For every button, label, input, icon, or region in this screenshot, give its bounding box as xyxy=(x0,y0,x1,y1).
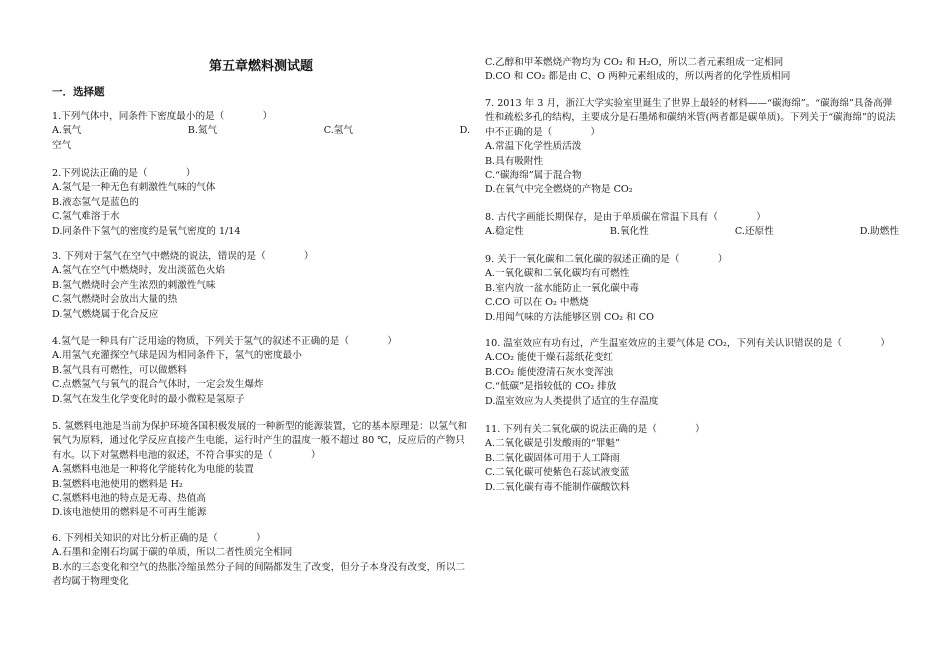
option-a: A.一氧化碳和二氧化碳均有可燃性 xyxy=(485,268,630,280)
option-row xyxy=(52,124,470,138)
option-d: D.用闻气味的方法能够区别 CO₂ 和 CO xyxy=(485,311,654,323)
question-3 xyxy=(52,250,470,322)
option-b: B.氮气 xyxy=(187,125,218,137)
option-b: B.氢燃料电池使用的燃料是 H₂ xyxy=(52,478,183,490)
page-title: 第五章燃料测试题 xyxy=(208,59,313,74)
option-c: C.氢气难溶于水 xyxy=(52,211,120,223)
option-c: C.CO 可以在 O₂ 中燃烧 xyxy=(485,297,589,309)
option-d: D.助燃性 xyxy=(859,226,899,238)
option-b: B.室内放一盆水能防止一氧化碳中毒 xyxy=(485,282,640,294)
question-11 xyxy=(485,423,899,495)
option-b: B.氢气燃烧时会产生浓烈的刺激性气味 xyxy=(52,279,216,291)
option-c: C.“低碳”是指较低的 CO₂ 排放 xyxy=(485,381,617,393)
question-stem: 2.下列说法正确的是（ ） xyxy=(52,168,196,179)
option-d: D. xyxy=(459,125,470,137)
option-a: A.二氧化碳是引发酸雨的“罪魁” xyxy=(485,438,620,450)
option-c: C.还原性 xyxy=(734,226,774,238)
question-stem: 8. 古代字画能长期保存，是由于单质碳在常温下具有（ ） xyxy=(485,212,766,223)
option-a: A.CO₂ 能使干燥石蕊纸花变红 xyxy=(485,352,614,364)
option-a: A.稳定性 xyxy=(485,226,524,238)
option-c: C.“碳海绵”属于混合物 xyxy=(485,170,582,182)
option-row xyxy=(485,225,899,239)
option-d-text: 空气 xyxy=(52,139,72,151)
option-b: B.二氧化碳固体可用于人工降雨 xyxy=(485,452,620,464)
option-c: C.乙醇和甲苯燃烧产物均为 CO₂ 和 H₂O，所以二者元素组成一定相同 xyxy=(485,57,784,68)
option-a: A.石墨和金刚石均属于碳的单质，所以二者性质完全相同 xyxy=(52,547,293,559)
option-d: D.该电池使用的燃料是不可再生能源 xyxy=(52,507,207,519)
question-9 xyxy=(485,253,899,325)
option-d: D.CO 和 CO₂ 都是由 C、O 两种元素组成的，所以两者的化学性质相同 xyxy=(485,71,791,83)
option-b: B.氢气具有可燃性，可以做燃料 xyxy=(52,364,187,376)
option-b: B.水的三态变化和空气的热胀冷缩虽然分子间的间隔都发生了改变，但分子本身没有改变，所以二者均属于物理变化 xyxy=(52,561,466,588)
option-d: D.温室效应为人类提供了适宜的生存温度 xyxy=(485,395,659,407)
question-1 xyxy=(52,110,470,153)
question-4 xyxy=(52,335,470,407)
question-8 xyxy=(485,211,899,240)
question-6-continued xyxy=(485,56,899,85)
question-stem: 5. 氢燃料电池是当前为保护环境各国积极发展的一种新型的能源装置，它的基本原理是：以氢气和氧气为原料，通过化学反应直接产生电能，运行时产生的温度一般不超过 80 ℃，反应后的产物只有水。以下对氢燃料电池的叙述，不符合事实的是（ ） xyxy=(52,421,468,461)
option-b: B.液态氢气是蓝色的 xyxy=(52,196,139,208)
option-d: D.二氧化碳有毒不能制作碳酸饮料 xyxy=(485,481,630,493)
question-stem: 6. 下列相关知识的对比分析正确的是（ ） xyxy=(52,533,266,544)
option-c: C.二氧化碳可使紫色石蕊试液变蓝 xyxy=(485,467,630,479)
option-c: C.氢气燃烧时会放出大量的热 xyxy=(52,294,178,306)
question-stem: 3. 下列对于氢气在空气中燃烧的说法，错误的是（ ） xyxy=(52,251,314,262)
question-stem: 10. 温室效应有功有过，产生温室效应的主要气体是 CO₂，下列有关认识错误的是（ ） xyxy=(485,338,890,349)
option-d: D.同条件下氢气的密度约是氧气密度的 1/14 xyxy=(52,225,241,237)
option-a: A.氢气在空气中燃烧时，发出淡蓝色火焰 xyxy=(52,265,226,277)
option-b: B.具有吸附性 xyxy=(485,155,544,167)
option-b: B.CO₂ 能使澄清石灰水变浑浊 xyxy=(485,366,614,378)
option-a: A.用氢气充灌探空气球是因为相同条件下，氢气的密度最小 xyxy=(52,350,302,362)
option-d: D.在氧气中完全燃烧的产物是 CO₂ xyxy=(485,184,633,196)
question-stem: 4.氢气是一种具有广泛用途的物质，下列关于氢气的叙述不正确的是（ ） xyxy=(52,336,397,347)
section-heading: 一．选择题 xyxy=(52,86,105,98)
question-stem: 11. 下列有关二氧化碳的说法正确的是（ ） xyxy=(485,424,705,435)
option-b: B.氧化性 xyxy=(609,226,649,238)
question-stem: 7. 2013 年 3 月，浙江大学实验室里诞生了世界上最轻的材料——“碳海绵”。“碳海绵”具备高弹性和疏松多孔的结构，主要成分是石墨烯和碳纳米管(两者都是碳单质)。下列关于“碳海绵”的说法中不正确的是（ ） xyxy=(485,98,896,138)
option-a: A.常温下化学性质活泼 xyxy=(485,141,582,153)
option-d: D.氢气在发生化学变化时的最小微粒是氢原子 xyxy=(52,393,245,405)
question-stem: 9. 关于一氧化碳和二氧化碳的叙述正确的是（ ） xyxy=(485,254,728,265)
question-6 xyxy=(52,532,470,590)
question-7 xyxy=(485,97,899,198)
question-2 xyxy=(52,167,470,239)
option-d: D.氢气燃烧属于化合反应 xyxy=(52,308,159,320)
question-stem: 1.下列气体中，同条件下密度最小的是（ ） xyxy=(52,111,273,122)
option-a: A.氢燃料电池是一种将化学能转化为电能的装置 xyxy=(52,464,254,476)
option-c: C.点燃氢气与氧气的混合气体时，一定会发生爆炸 xyxy=(52,379,264,391)
question-5 xyxy=(52,420,470,521)
option-c: C.氢燃料电池的特点是无毒、热值高 xyxy=(52,493,206,505)
option-a: A.氢气是一种无色有刺激性气味的气体 xyxy=(52,182,216,194)
question-10 xyxy=(485,337,899,409)
option-a: A.氧气 xyxy=(52,125,82,137)
option-c: C.氢气 xyxy=(323,125,353,137)
